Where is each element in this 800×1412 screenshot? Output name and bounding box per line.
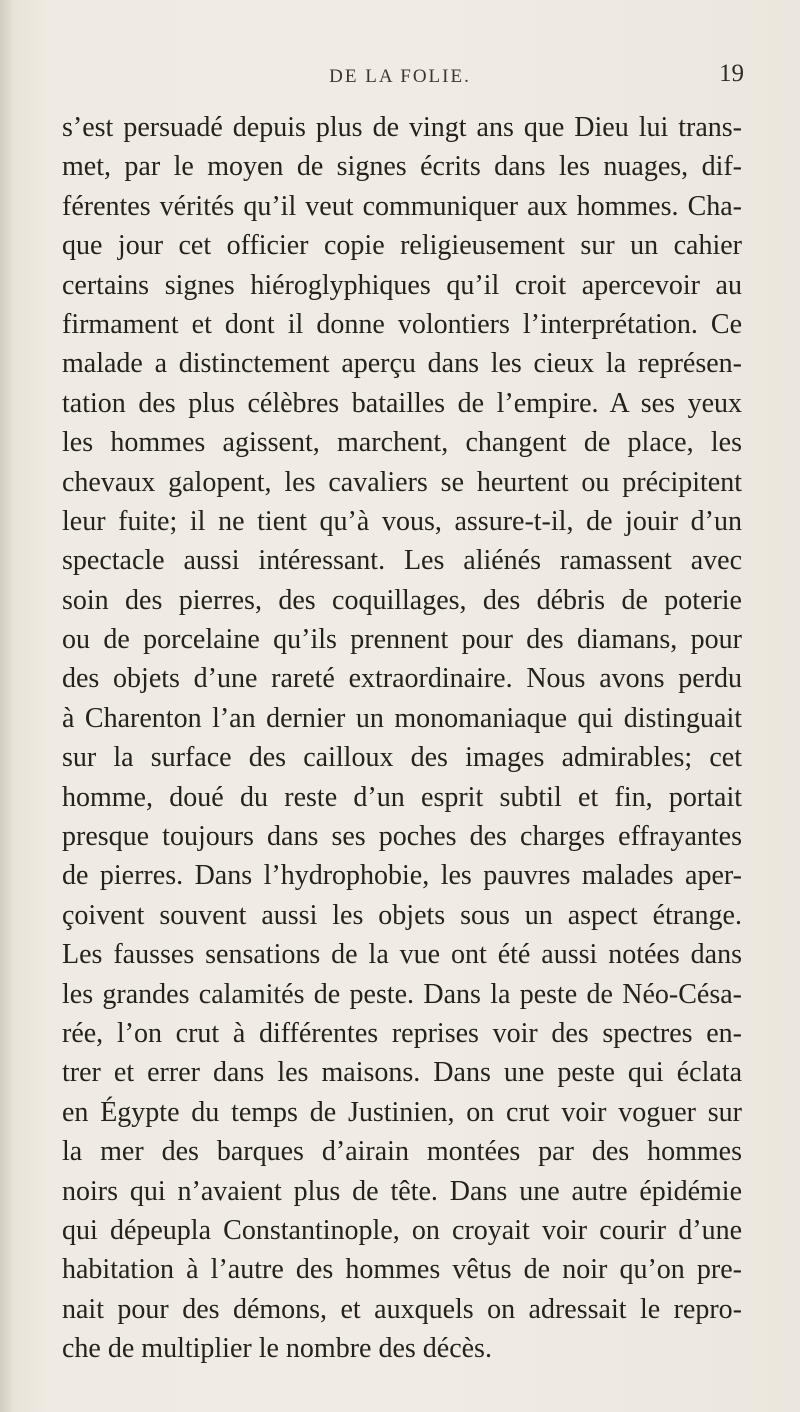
text-line: chevaux galopent, les cavaliers se heurtent ou précipitent [62, 466, 742, 498]
text-line: Les fausses sensations de la vue ont été aussi notées dans [62, 939, 742, 971]
text-line: trer et errer dans les maisons. Dans une peste qui éclata [62, 1057, 742, 1089]
text-line: ou de porcelaine qu’ils prennent pour des diamans, pour [62, 624, 742, 656]
text-line: la mer des barques d’airain montées par des hommes [62, 1136, 742, 1168]
text-line: des objets d’une rareté extraordinaire. Nous avons perdu [62, 663, 742, 695]
text-line: leur fuite; il ne tient qu’à vous, assure-t-il, de jouir d’un [62, 505, 742, 537]
text-line: homme, doué du reste d’un esprit subtil et fin, portait [62, 781, 742, 813]
text-line: spectacle aussi intéressant. Les aliénés ramassent avec [62, 545, 742, 577]
text-line: noirs qui n’avaient plus de tête. Dans une autre épidémie [62, 1175, 742, 1207]
text-line: de pierres. Dans l’hydrophobie, les pauvres malades aper- [62, 860, 742, 892]
text-line: certains signes hiéroglyphiques qu’il croit apercevoir au [62, 269, 742, 301]
text-line: che de multiplier le nombre des décès. [62, 1333, 492, 1365]
running-head [0, 60, 800, 96]
text-line: que jour cet officier copie religieusement sur un cahier [62, 230, 742, 262]
body-text [62, 108, 742, 1369]
text-line: tation des plus célèbres batailles de l’empire. A ses yeux [62, 387, 742, 419]
text-line: en Égypte du temps de Justinien, on crut voir voguer sur [62, 1096, 742, 1128]
text-line: malade a distinctement aperçu dans les cieux la représen- [62, 348, 742, 380]
page-gutter-shadow [0, 0, 14, 1412]
text-line: soin des pierres, des coquillages, des débris de poterie [62, 584, 742, 616]
text-line: sur la surface des cailloux des images admirables; cet [62, 742, 742, 774]
text-line: met, par le moyen de signes écrits dans les nuages, dif- [62, 151, 742, 183]
running-title: DE LA FOLIE. [329, 66, 471, 87]
text-line: çoivent souvent aussi les objets sous un aspect étrange. [62, 899, 742, 931]
text-line: rée, l’on crut à différentes reprises voir des spectres en- [62, 1017, 742, 1049]
text-line: presque toujours dans ses poches des charges effrayantes [62, 821, 742, 853]
text-line: qui dépeupla Constantinople, on croyait voir courir d’une [62, 1214, 742, 1246]
text-line: habitation à l’autre des hommes vêtus de noir qu’on pre- [62, 1254, 742, 1286]
text-line: les grandes calamités de peste. Dans la peste de Néo-Césa- [62, 978, 742, 1010]
text-line: à Charenton l’an dernier un monomaniaque qui distinguait [62, 702, 742, 734]
text-line: férentes vérités qu’il veut communiquer aux hommes. Cha- [62, 190, 742, 222]
text-line: s’est persuadé depuis plus de vingt ans que Dieu lui trans- [62, 112, 742, 143]
text-line: les hommes agissent, marchent, changent de place, les [62, 427, 742, 459]
text-line: firmament et dont il donne volontiers l’interprétation. Ce [62, 308, 742, 340]
text-line: nait pour des démons, et auxquels on adressait le repro- [62, 1293, 742, 1325]
page-number: 19 [719, 60, 744, 87]
